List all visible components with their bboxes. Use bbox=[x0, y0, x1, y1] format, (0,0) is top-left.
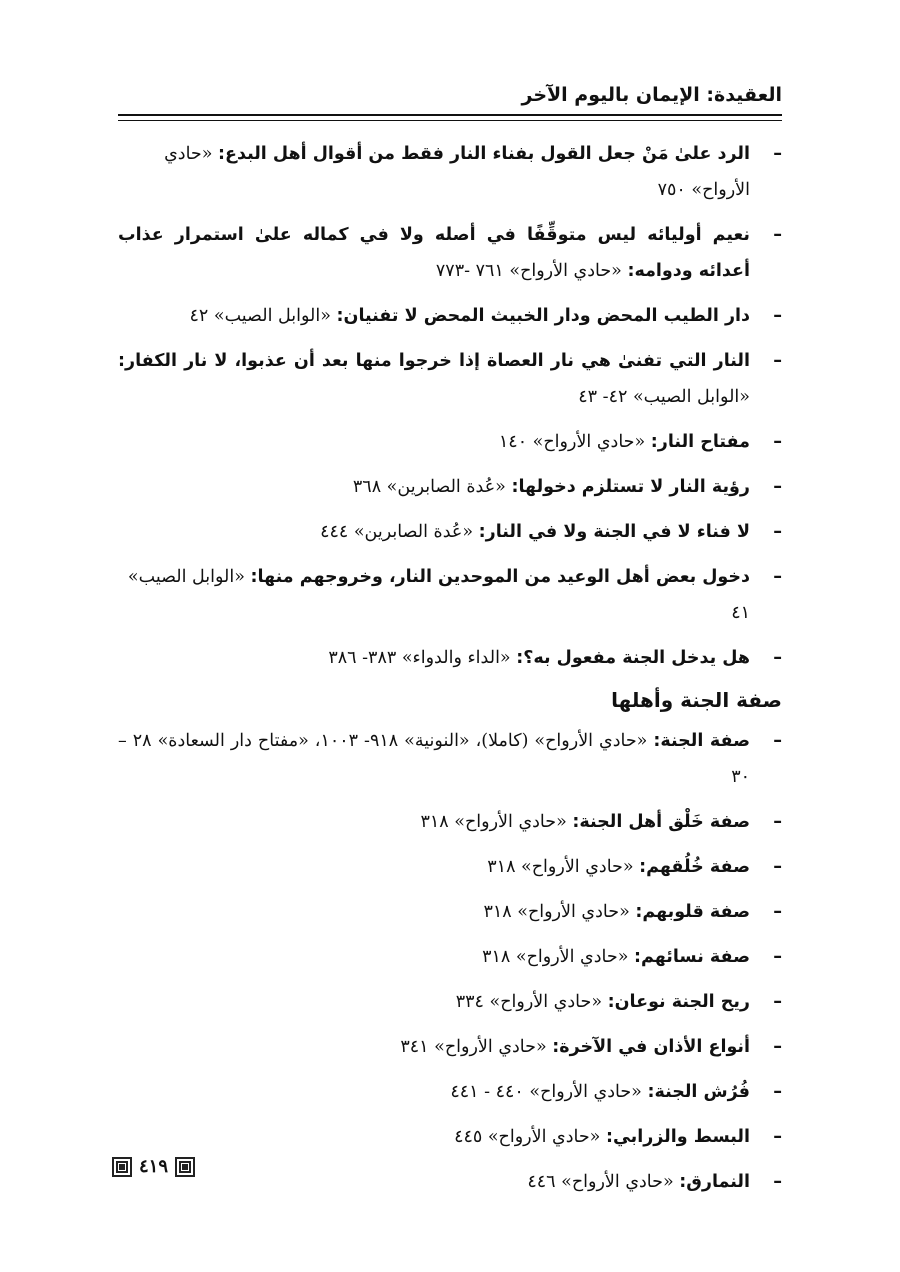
entry-reference: «حادي الأرواح» ٣١٨ bbox=[483, 902, 630, 922]
entry-dash: – bbox=[773, 1172, 782, 1192]
entry-dash: – bbox=[773, 1127, 782, 1147]
index-entry bbox=[118, 804, 782, 840]
entry-dash: – bbox=[773, 731, 782, 751]
entry-topic: هل يدخل الجنة مفعول به؟: bbox=[516, 648, 750, 668]
entry-dash: – bbox=[773, 306, 782, 326]
entry-topic: لا فناء لا في الجنة ولا في النار: bbox=[478, 522, 750, 542]
index-entry bbox=[118, 723, 782, 795]
entry-reference: «عُدة الصابرين» ٣٦٨ bbox=[352, 477, 506, 497]
entry-dash: – bbox=[773, 947, 782, 967]
entry-reference: «حادي الأرواح» ٣١٨ bbox=[420, 812, 567, 832]
entry-topic: دار الطيب المحض ودار الخبيث المحض لا تفنيان: bbox=[336, 306, 750, 326]
entry-reference: «حادي الأرواح» ٤٤٦ bbox=[527, 1172, 674, 1192]
index-entry bbox=[118, 1119, 782, 1155]
entry-topic: رؤية النار لا تستلزم دخولها: bbox=[511, 477, 750, 497]
index-entry bbox=[118, 217, 782, 289]
entry-dash: – bbox=[773, 477, 782, 497]
index-entry bbox=[118, 1164, 782, 1200]
entry-reference: «حادي الأرواح» ٤٤٠ - ٤٤١ bbox=[450, 1082, 642, 1102]
entry-topic: النمارق: bbox=[679, 1172, 750, 1192]
entry-reference: «حادي الأرواح» ٤٤٥ bbox=[454, 1127, 601, 1147]
entry-reference: «الوابل الصيب» ٤١ bbox=[127, 567, 750, 623]
entry-reference: «الوابل الصيب» ٤٢ bbox=[189, 306, 331, 326]
index-entry bbox=[118, 559, 782, 631]
entry-reference: «حادي الأرواح» ٣١٨ bbox=[482, 947, 629, 967]
index-entry bbox=[118, 514, 782, 550]
entry-topic: صفة خَلْق أهل الجنة: bbox=[572, 812, 750, 832]
index-entry bbox=[118, 984, 782, 1020]
index-entry bbox=[118, 849, 782, 885]
header-rule-thick bbox=[118, 114, 782, 116]
page-number: ٤١٩ bbox=[139, 1156, 169, 1177]
entry-reference: «حادي الأرواح» ٣١٨ bbox=[487, 857, 634, 877]
index-entry bbox=[118, 136, 782, 208]
entry-topic: صفة قلوبهم: bbox=[635, 902, 750, 922]
entry-reference: «حادي الأرواح» ٧٥٠ bbox=[164, 144, 750, 200]
entry-topic: أنواع الأذان في الآخرة: bbox=[552, 1037, 750, 1057]
index-entry bbox=[118, 1074, 782, 1110]
entry-topic: ريح الجنة نوعان: bbox=[607, 992, 750, 1012]
entry-topic: صفة نسائهم: bbox=[633, 947, 750, 967]
entry-topic: فُرُش الجنة: bbox=[647, 1082, 750, 1102]
entry-dash: – bbox=[773, 1037, 782, 1057]
entry-topic: الرد علىٰ مَنْ جعل القول بفناء النار فقط من أقوال أهل البدع: bbox=[218, 144, 750, 164]
index-entry bbox=[118, 469, 782, 505]
entry-reference: «حادي الأرواح» ٧٦١ -٧٧٣ bbox=[435, 261, 622, 281]
index-entry bbox=[118, 894, 782, 930]
entry-topic: صفة خُلُقهم: bbox=[639, 857, 750, 877]
square-ornament-icon bbox=[112, 1157, 132, 1177]
index-content bbox=[118, 136, 782, 1209]
entry-reference: «حادي الأرواح» ٣٤١ bbox=[400, 1037, 547, 1057]
entry-topic: دخول بعض أهل الوعيد من الموحدين النار، وخروجهم منها: bbox=[250, 567, 750, 587]
entry-dash: – bbox=[773, 648, 782, 668]
page-folio bbox=[112, 1152, 195, 1182]
entry-reference: «عُدة الصابرين» ٤٤٤ bbox=[320, 522, 474, 542]
entry-reference: «حادي الأرواح» ١٤٠ bbox=[498, 432, 646, 452]
entry-topic: نعيم أوليائه ليس متوقِّفًا في أصله ولا في كماله علىٰ استمرار عذاب أعدائه ودوامه: bbox=[118, 225, 750, 281]
running-header-title: العقيدة: الإيمان باليوم الآخر bbox=[521, 84, 782, 106]
index-entry bbox=[118, 298, 782, 334]
entry-topic: مفتاح النار: bbox=[650, 432, 750, 452]
entry-dash: – bbox=[773, 1082, 782, 1102]
entry-topic: البسط والزرابي: bbox=[605, 1127, 750, 1147]
entry-reference: «حادي الأرواح» (كاملا)، «النونية» ٩١٨- ١٠٠٣، «مفتاح دار السعادة» ٢٨ – ٣٠ bbox=[118, 731, 750, 787]
entry-reference: «الداء والدواء» ٣٨٣- ٣٨٦ bbox=[328, 648, 511, 668]
header-rule-thin bbox=[118, 120, 782, 121]
entry-dash: – bbox=[773, 351, 782, 371]
index-entry bbox=[118, 424, 782, 460]
section-heading: صفة الجنة وأهلها bbox=[611, 688, 782, 712]
square-ornament-icon bbox=[175, 1157, 195, 1177]
entry-dash: – bbox=[773, 522, 782, 542]
entry-reference: «الوابل الصيب» ٤٢- ٤٣ bbox=[578, 387, 750, 407]
index-entry bbox=[118, 1029, 782, 1065]
entry-topic: صفة الجنة: bbox=[653, 731, 750, 751]
entry-dash: – bbox=[773, 567, 782, 587]
entry-topic: النار التي تفنىٰ هي نار العصاة إذا خرجوا منها بعد أن عذبوا، لا نار الكفار: bbox=[118, 351, 750, 371]
entry-reference: «حادي الأرواح» ٣٣٤ bbox=[455, 992, 603, 1012]
entry-dash: – bbox=[773, 857, 782, 877]
index-entry bbox=[118, 640, 782, 676]
entry-dash: – bbox=[773, 992, 782, 1012]
entry-dash: – bbox=[773, 902, 782, 922]
entry-dash: – bbox=[773, 144, 782, 164]
index-entry bbox=[118, 939, 782, 975]
entry-dash: – bbox=[773, 812, 782, 832]
index-entry bbox=[118, 343, 782, 415]
entry-dash: – bbox=[773, 225, 782, 245]
entry-dash: – bbox=[773, 432, 782, 452]
